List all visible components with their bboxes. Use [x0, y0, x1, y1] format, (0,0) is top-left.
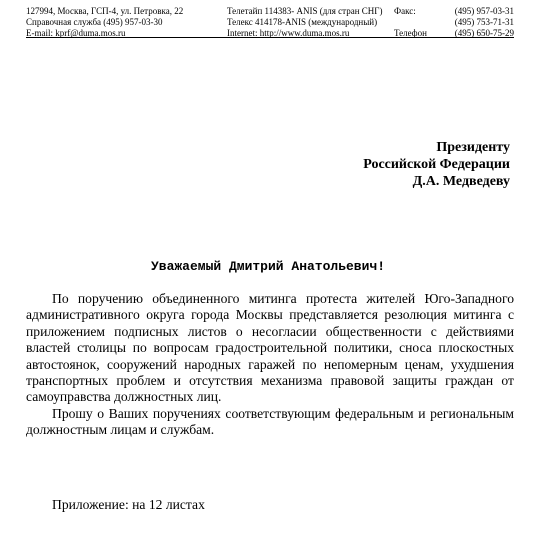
letterhead-address-column	[26, 6, 183, 39]
address-line: 127994, Москва, ГСП-4, ул. Петровка, 22	[26, 6, 184, 16]
fax-number: (495) 957-03-31	[454, 6, 514, 16]
header-divider	[26, 37, 514, 38]
teletype-line: Телетайп 114383- ANIS (для стран СНГ)	[227, 6, 383, 16]
fax-label: Факс:	[394, 6, 416, 16]
body-paragraph: По поручению объединенного митинга протеста жителей Юго-Западного административного округа города Москвы представляется резолюция митинга с приложением подписных листов о несогласии общественности с действиями властей столицы по вопросам градостроительной политики, сноса плоскостных автостоянок, сооружений народных гаражей по непомерным ценам, ухудшения транспортных проблем и отсутствия механизма правовой защиты граждан от самоуправства должностных лиц.	[26, 291, 514, 405]
recipient-title: Президенту	[436, 140, 510, 155]
internet-line: Internet: http://www.duma.mos.ru	[227, 28, 350, 38]
attachment-note: Приложение: на 12 листах	[52, 497, 205, 512]
letterhead-labels-column	[394, 6, 427, 39]
fax-number-2: (495) 753-71-31	[454, 17, 514, 27]
email-line: E-mail: kprf@duma.mos.ru	[26, 28, 126, 38]
letter-body	[26, 291, 514, 439]
empty-label	[394, 17, 427, 28]
telex-line: Телекс 414178-ANIS (международный)	[227, 17, 378, 27]
body-paragraph: Прошу о Ваших поручениях соответствующим федеральным и региональным должностным лицам и службам.	[26, 405, 514, 438]
recipient-name: Д.А. Медведеву	[412, 174, 510, 189]
info-service-line: Справочная служба (495) 957-03-30	[26, 17, 163, 27]
phone-label: Телефон	[394, 28, 427, 38]
phone-number: (495) 650-75-29	[454, 28, 514, 38]
salutation: Уважаемый Дмитрий Анатольевич!	[150, 259, 386, 274]
recipient-country: Российской Федерации	[363, 157, 510, 172]
letterhead-numbers-column	[455, 6, 514, 39]
recipient-block	[363, 139, 510, 190]
letterhead-teletype-column	[227, 6, 382, 39]
